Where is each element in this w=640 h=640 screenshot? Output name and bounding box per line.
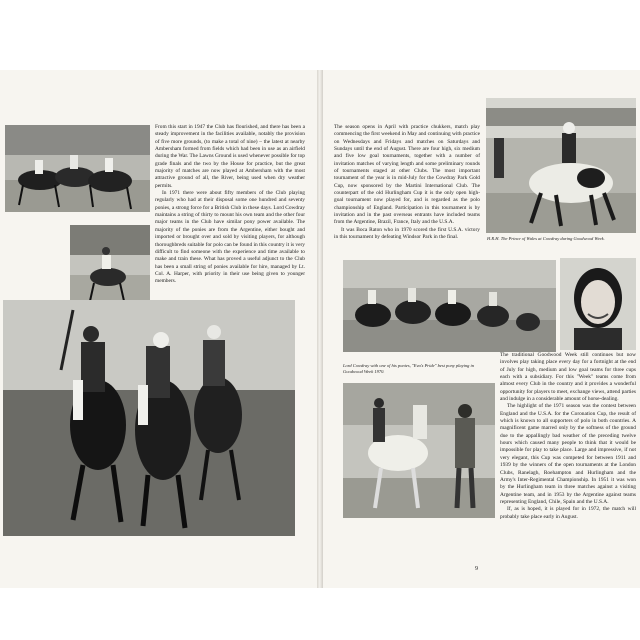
right-paragraph-2: It was Boca Raton who in 1970 scored the first U.S.A. victory in this tournament by defeating Windsor Park in the final. xyxy=(334,226,480,241)
right-paragraph-3: The traditional Goodwood Week still continues but now involves play taking place every day for a fortnight at the end of July for high, medium and low goal teams for three cups each with a subsidiary. For this "Week" teams come from almost every Club in the country and it provides a wonderful opportunity for players to meet, exchange views, attend parties and indulge in a considerable amount of horse-dealing. xyxy=(500,352,636,403)
photo-polo-players-riding xyxy=(5,125,150,212)
left-article-text xyxy=(155,124,305,286)
right-paragraph-5: If, as is hoped, it is played for in 1972, the match will probably take place early in August. xyxy=(500,506,636,520)
right-paragraph-1: The season opens in April with practice chukkers, match play commencing the first weekend in May and continuing with practice on Wednesdays and Fridays and matches on Saturdays and Sundays until the end of August. There are four high, six medium and five low goal tournaments, together with a number of invitation matches of varying length and some preliminary rounds of tournaments staged at other Clubs. The most important tournament of the year is in mid-July for the Cowdray Park Gold Cup, now sponsored by the Martini International Club. The counterpart of the old Hurlingham Cup it is the only open high-goal tournament now played for, and is regarded as the polo championship of England. Participation in this tournament is by invitation and in the past overseas entrants have included teams from the Argentine, Brazil, France, Italy and the U.S.A. xyxy=(334,124,480,226)
photo-prince-of-wales xyxy=(486,98,636,233)
photo-woman-portrait xyxy=(560,258,636,350)
right-article-text-bottom xyxy=(500,352,636,521)
left-paragraph-2: In 1971 there were about fifty members of the Club playing regularly who had at their disposal some one hundred and seventy ponies, a strong force for a British Club in these days. Lord Cowdray maintains a string of thirty to mount his own team and the other four major teams in the Club have similar pony power available. The majority of the ponies are from the Argentine, either bought and imported or brought over and sold by visiting players, for although thoroughbreds suitable for polo can be found in this country it is very difficult to find someone with the experience and time available to make and train these. What has proved a useful adjunct to the Club has been a small string of ponies available for hire, managed by Lt. Col. A. Harper, with priority in their use being given to younger members. xyxy=(155,190,305,285)
photo-lord-cowdray-with-pony xyxy=(343,383,495,518)
photo-polo-match-action xyxy=(3,300,295,536)
photo-single-polo-player xyxy=(70,225,150,305)
photo-polo-teams-charging xyxy=(343,260,556,352)
caption-prince-of-wales: H.R.H. The Prince of Wales at Cowdray during Goodwood Week. xyxy=(487,236,605,241)
left-paragraph-1: From this start in 1947 the Club has flourished, and there has been a steady improvement in the facilities available, notably the provision of five more grounds, (to make a total of nine) – the latest at nearby Ambersham formed from fields which had been in use as an airfield during the War. The Lawns Ground is used whenever possible for top grade finals and the two by the House for practice, but the great majority of matches are now played at Ambersham with the most attractive ground of all, the River, being used when dry weather permits. xyxy=(155,124,305,189)
caption-lord-cowdray: Lord Cowdray with one of his ponies, "Eva's Pride" best pony playing in Goodwood Week 1970. xyxy=(343,363,474,374)
right-paragraph-4: The highlight of the 1971 season was the contest between England and the U.S.A. for the Coronation Cup, the result of which is known to all supporters of polo in both countries. A magnificent game marred only by the softness of the ground due to the appallingly bad weather of the preceding twelve hours which caused many people to think that it would be impossible for play to take place. Large and impressive, if not very elegant, this Cup was competed for between 1911 and 1939 by the winners of the open tournaments at the London Clubs, Ranelagh, Roehampton and Hurlingham and the Army's Inter-Regimental Championship. In 1951 it was won by the Hurlingham team in three matches against a visiting Argentine team, and in 1953 by the Argentine against teams representing England, Chile, Spain and the U.S.A. xyxy=(500,403,636,505)
page-number: 9 xyxy=(475,566,478,572)
right-article-text-top xyxy=(334,124,480,242)
